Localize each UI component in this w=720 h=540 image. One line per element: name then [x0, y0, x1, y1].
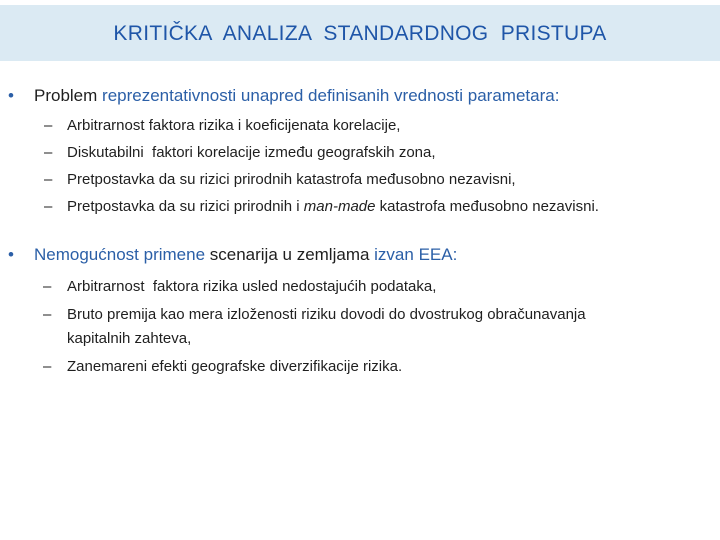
dash-icon: – — [44, 171, 53, 188]
list-item-text — [67, 198, 599, 215]
bullet-text — [34, 86, 559, 106]
list-item-text: Arbitrarnost faktora rizika usled nedostajućih podataka, — [67, 278, 437, 295]
bullet-problem — [0, 86, 560, 108]
list-item-text-italic: man-made — [303, 198, 376, 215]
list-item-text: Pretpostavka da su rizici prirodnih katastrofa međusobno nezavisni, — [67, 171, 516, 188]
list-item — [0, 358, 403, 409]
bullet-dot-icon: • — [8, 245, 14, 264]
list-item-text: kapitalnih zahteva, — [67, 330, 192, 347]
list-item-text: Bruto premija kao mera izloženosti riziku dovodi do dvostrukog obračunavanja — [67, 306, 586, 323]
list-item-text: Zanemareni efekti geografske diverzifikacije rizika. — [67, 358, 403, 375]
bullet-text-accent: Nemogućnost primene — [34, 245, 206, 264]
bullet-dot-icon: • — [8, 86, 14, 105]
list-item-text: Arbitrarnost faktora rizika i koeficijenata korelacije, — [67, 117, 401, 134]
list-item-text-after: katastrofa međusobno nezavisni. — [375, 198, 599, 215]
dash-icon: – — [43, 306, 52, 323]
list-item-text: Diskutabilni faktori korelacije između geografskih zona, — [67, 144, 436, 161]
bullet-text-accent: reprezentativnosti unapred definisanih vrednosti parametara: — [102, 86, 560, 105]
bullet-nemogucnost — [0, 245, 458, 267]
dash-icon: – — [44, 117, 53, 134]
dash-icon: – — [44, 144, 53, 161]
dash-icon: – — [43, 358, 52, 375]
bullet-text — [34, 245, 457, 265]
page-title: KRITIČKA ANALIZA STANDARDNOG PRISTUPA — [113, 22, 607, 45]
title-bar — [0, 5, 720, 61]
list-item — [0, 198, 599, 249]
bullet-text-plain: scenarija u zemljama — [205, 245, 375, 264]
dash-icon: – — [43, 278, 52, 295]
bullet-text-plain: Problem — [34, 86, 103, 105]
dash-icon: – — [44, 198, 53, 215]
bullet-text-accent: izvan EEA: — [374, 245, 458, 264]
list-item-text-before: Pretpostavka da su rizici prirodnih i — [67, 198, 304, 215]
